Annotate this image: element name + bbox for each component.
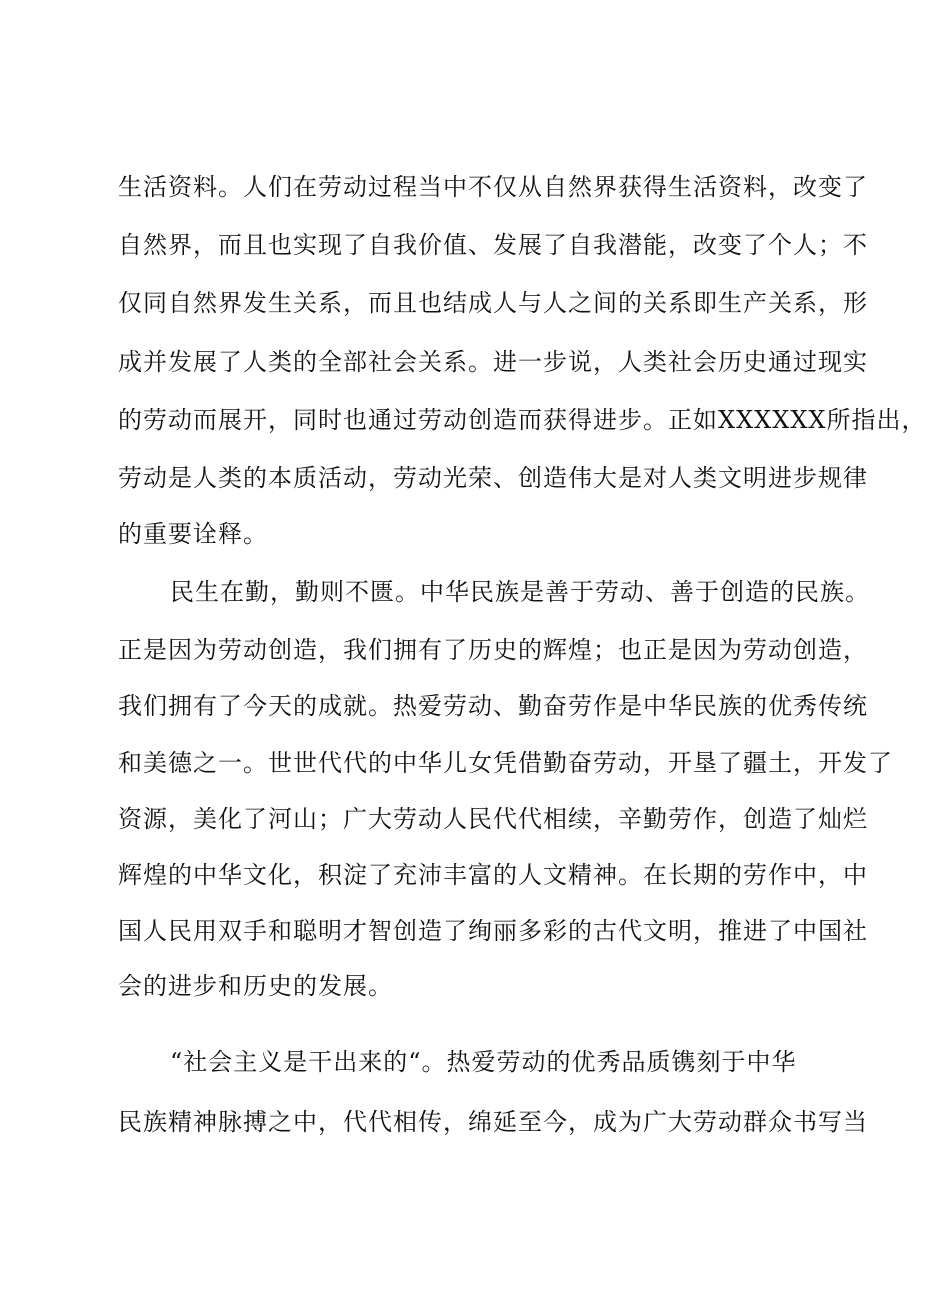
paragraph-2-line-6: 辉煌的中华文化，积淀了充沛丰富的人文精神。在长期的劳作中，中 xyxy=(118,861,868,889)
paragraph-1-line-2: 自然界，而且也实现了自我价值、发展了自我潜能，改变了个人；不 xyxy=(118,231,868,259)
paragraph-2-line-1: 民生在勤，勤则不匮。中华民族是善于劳动、善于创造的民族。 xyxy=(170,578,870,606)
paragraph-2-line-4: 和美德之一。世世代代的中华儿女凭借勤奋劳动，开垦了疆土，开发了 xyxy=(118,749,893,777)
paragraph-1-line-5: 的劳动而展开，同时也通过劳动创造而获得进步。正如XXXXXX所指出， xyxy=(118,406,927,434)
paragraph-1-line-4: 成并发展了人类的全部社会关系。进一步说，人类社会历史通过现实 xyxy=(118,348,868,376)
paragraph-1-line-1: 生活资料。人们在劳动过程当中不仅从自然界获得生活资料，改变了 xyxy=(118,173,868,201)
paragraph-2-line-2: 正是因为劳动创造，我们拥有了历史的辉煌；也正是因为劳动创造， xyxy=(118,636,868,664)
paragraph-1-line-6: 劳动是人类的本质活动，劳动光荣、创造伟大是对人类文明进步规律 xyxy=(118,464,868,492)
paragraph-1-line-3: 仅同自然界发生关系，而且也结成人与人之间的关系即生产关系，形 xyxy=(118,289,868,317)
paragraph-3-line-2: 民族精神脉搏之中，代代相传，绵延至今，成为广大劳动群众书写当 xyxy=(118,1108,868,1136)
paragraph-2-line-3: 我们拥有了今天的成就。热爱劳动、勤奋劳作是中华民族的优秀传统 xyxy=(118,692,868,720)
paragraph-2-line-7: 国人民用双手和聪明才智创造了绚丽多彩的古代文明，推进了中国社 xyxy=(118,917,868,945)
paragraph-2-line-5: 资源，美化了河山；广大劳动人民代代相续，辛勤劳作，创造了灿烂 xyxy=(118,805,868,833)
paragraph-2-line-8: 会的进步和历史的发展。 xyxy=(118,972,393,1000)
paragraph-1-line-7: 的重要诠释。 xyxy=(118,520,268,548)
paragraph-3-line-1: “社会主义是干出来的“。热爱劳动的优秀品质镌刻于中华 xyxy=(170,1048,797,1076)
